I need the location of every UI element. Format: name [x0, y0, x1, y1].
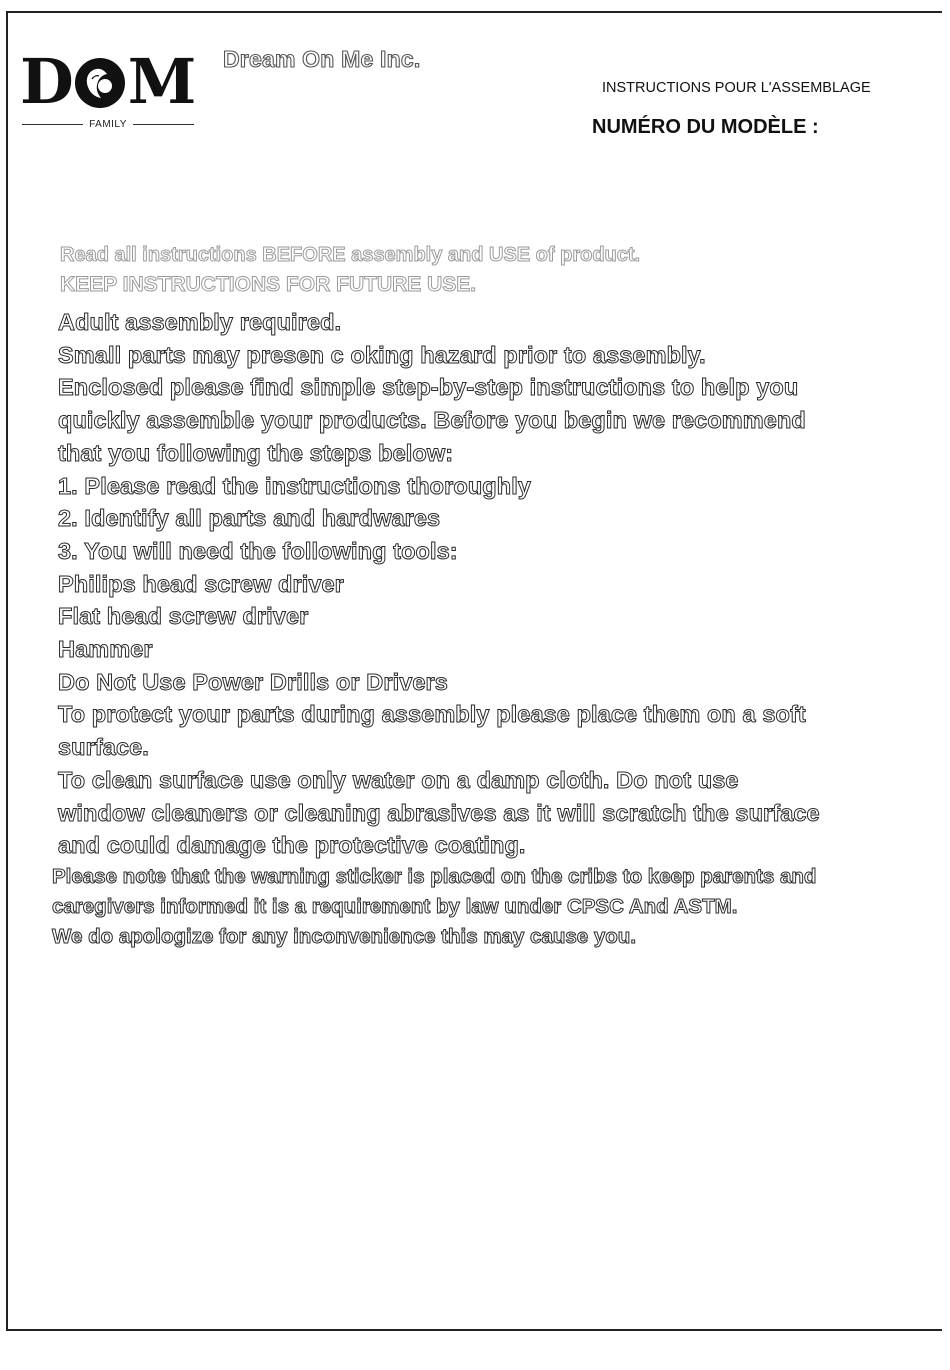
- logo-letter-d: D: [20, 45, 72, 118]
- warning-read-instructions: Read all instructions BEFORE assembly and USE of product.: [60, 244, 641, 266]
- body-line: Enclosed please find simple step-by-step instructions to help you: [58, 374, 799, 401]
- logo-rule-right: [133, 124, 194, 125]
- body-line: that you following the steps below:: [58, 439, 454, 466]
- step-line: 2. Identify all parts and hardwares: [58, 505, 441, 532]
- logo-tagline: FAMILY: [89, 118, 127, 130]
- body-line: surface.: [58, 734, 149, 761]
- body-line: and could damage the protective coating.: [58, 832, 526, 859]
- body-line: window cleaners or cleaning abrasives as it will scratch the surface: [58, 799, 820, 826]
- warning-sticker-note: [52, 862, 932, 952]
- tool-item: Hammer: [58, 636, 153, 663]
- body-line: To clean surface use only water on a damp cloth. Do not use: [58, 766, 739, 793]
- dom-family-logo: [20, 45, 200, 135]
- tool-item: Philips head screw driver: [58, 570, 344, 597]
- body-line: To protect your parts during assembly please place them on a soft: [58, 701, 806, 728]
- logo-rule-left: [22, 124, 83, 125]
- body-line: Small parts may presen c oking hazard prior to assembly.: [58, 341, 706, 368]
- mother-child-icon: [74, 57, 126, 109]
- body-line: Adult assembly required.: [58, 309, 342, 335]
- warning-keep-instructions: KEEP INSTRUCTIONS FOR FUTURE USE.: [60, 273, 477, 296]
- model-number-label: NUMÉRO DU MODÈLE :: [592, 116, 819, 138]
- note-line: caregivers informed it is a requirement by law under CPSC And ASTM.: [52, 895, 738, 918]
- instructions-body: [58, 306, 898, 862]
- body-line: quickly assemble your products. Before you begin we recommend: [58, 407, 806, 434]
- instructions-title: INSTRUCTIONS POUR L'ASSEMBLAGE: [602, 80, 871, 96]
- note-line: We do apologize for any inconvenience this may cause you.: [52, 925, 637, 948]
- step-line: 3. You will need the following tools:: [58, 537, 458, 564]
- step-line: 1. Please read the instructions thoroughly: [58, 472, 531, 499]
- logo-letter-m: M: [127, 45, 195, 118]
- note-line: Please note that the warning sticker is placed on the cribs to keep parents and: [52, 865, 817, 888]
- company-name: Dream On Me Inc.: [223, 46, 421, 72]
- tool-item: Flat head screw driver: [58, 603, 309, 630]
- body-line: Do Not Use Power Drills or Drivers: [58, 668, 448, 695]
